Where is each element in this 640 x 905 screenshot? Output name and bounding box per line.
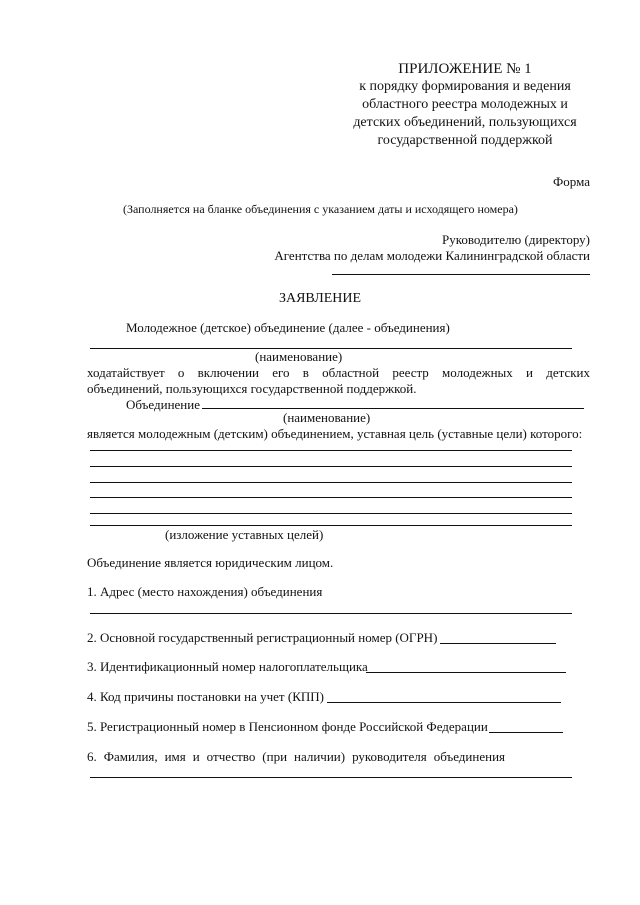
appendix-line: государственной поддержкой [377, 133, 553, 148]
petition-line-1: ходатайствует о включении его в областной реестр молодежных и детских [87, 365, 590, 380]
appendix-title: ПРИЛОЖЕНИЕ № 1 [398, 61, 532, 77]
appendix-header [330, 60, 600, 150]
inn-field-line[interactable] [366, 672, 566, 673]
item-kpp: 4. Код причины постановки на учет (КПП) [87, 689, 324, 704]
head-field-line[interactable] [90, 777, 572, 778]
item-head: 6. Фамилия, имя и отчество (при наличии) руководителя объединения [87, 749, 505, 764]
ogrn-field-line[interactable] [440, 643, 556, 644]
hint-name: (наименование) [255, 349, 343, 364]
form-label: Форма [553, 174, 590, 189]
document-title: ЗАЯВЛЕНИЕ [278, 291, 362, 306]
item-ogrn: 2. Основной государственный регистрационный номер (ОГРН) [87, 630, 438, 645]
intro-text: Молодежное (детское) объединение (далее - объединения) [126, 320, 450, 335]
item-inn: 3. Идентификационный номер налогоплательщика [87, 659, 368, 674]
pfr-field-line[interactable] [489, 732, 563, 733]
addressee-line-2: Агентства по делам молодежи Калининградской области [274, 248, 590, 263]
goals-line[interactable] [90, 482, 572, 483]
addressee-line-1: Руководителю (директору) [441, 232, 590, 247]
association-label: Объединение [126, 397, 200, 412]
goals-line[interactable] [90, 525, 572, 526]
hint-name-2: (наименование) [283, 410, 371, 425]
appendix-line: к порядку формирования и ведения [359, 79, 571, 94]
is-youth-text: является молодежным (детским) объединением, уставная цель (уставные цели) которого: [87, 426, 583, 441]
form-note: (Заполняется на бланке объединения с указанием даты и исходящего номера) [123, 202, 518, 216]
goals-line[interactable] [90, 450, 572, 451]
goals-line[interactable] [90, 513, 572, 514]
kpp-field-line[interactable] [327, 702, 561, 703]
item-pfr: 5. Регистрационный номер в Пенсионном фонде Российской Федерации [87, 719, 488, 734]
association-field-line[interactable] [202, 408, 584, 409]
legal-entity-text: Объединение является юридическим лицом. [87, 555, 334, 570]
hint-goals: (изложение уставных целей) [165, 527, 324, 542]
petition-line-2: объединений, пользующихся государственной поддержкой. [87, 381, 417, 396]
item-address: 1. Адрес (место нахождения) объединения [87, 584, 323, 599]
address-field-line[interactable] [90, 613, 572, 614]
appendix-line: областного реестра молодежных и [362, 97, 568, 112]
goals-line[interactable] [90, 466, 572, 467]
goals-line[interactable] [90, 497, 572, 498]
addressee-signature-line[interactable] [332, 274, 590, 275]
appendix-line: детских объединений, пользующихся [353, 115, 577, 130]
